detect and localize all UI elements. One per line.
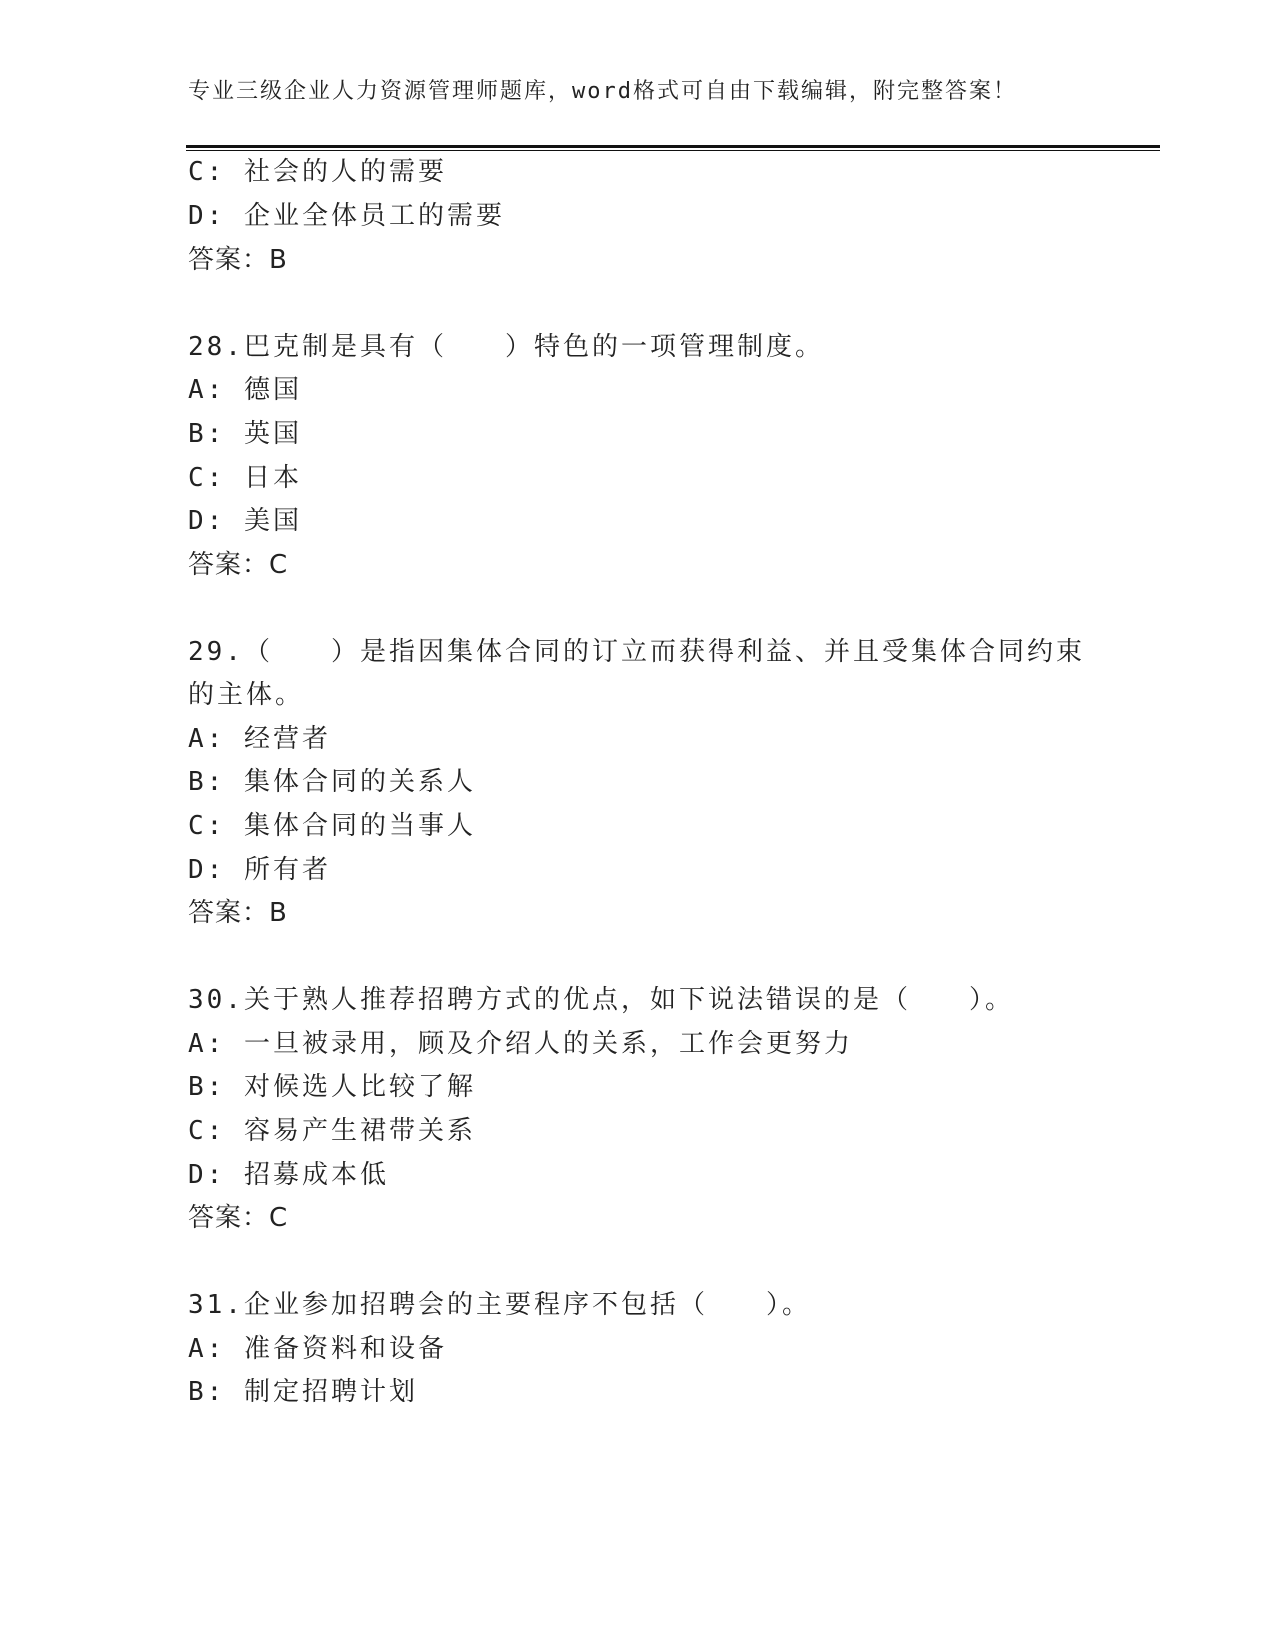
q29-option-b: B: 集体合同的关系人 (188, 767, 476, 797)
q28-answer: 答案：C (188, 550, 289, 580)
q28-option-d: D: 美国 (188, 506, 302, 536)
q29-answer: 答案：B (188, 898, 288, 928)
q29-stem-line2: 的主体。 (188, 680, 305, 710)
q30-answer: 答案：C (188, 1203, 289, 1233)
q31-stem: 31.企业参加招聘会的主要程序不包括（ ）。 (188, 1290, 811, 1320)
q30-option-b: B: 对候选人比较了解 (188, 1072, 476, 1102)
q28-option-a: A: 德国 (188, 375, 302, 405)
q29-option-d: D: 所有者 (188, 855, 331, 885)
q29-option-c: C: 集体合同的当事人 (188, 811, 476, 841)
q28-stem: 28.巴克制是具有（ ）特色的一项管理制度。 (188, 332, 824, 362)
q28-option-b: B: 英国 (188, 419, 302, 449)
q30-option-a: A: 一旦被录用，顾及介绍人的关系，工作会更努力 (188, 1029, 853, 1059)
q30-stem: 30.关于熟人推荐招聘方式的优点，如下说法错误的是（ ）。 (188, 985, 1014, 1015)
q29-option-a: A: 经营者 (188, 724, 331, 754)
page-header: 专业三级企业人力资源管理师题库，word格式可自由下载编辑，附完整答案！ (188, 79, 1017, 104)
header-divider (186, 145, 1160, 151)
q27-option-d: D: 企业全体员工的需要 (188, 201, 505, 231)
q27-option-c: C: 社会的人的需要 (188, 157, 447, 187)
q28-option-c: C: 日本 (188, 463, 302, 493)
q27-answer: 答案：B (188, 245, 288, 275)
q29-stem-line1: 29.（ ）是指因集体合同的订立而获得利益、并且受集体合同约束 (188, 637, 1085, 667)
q30-option-c: C: 容易产生裙带关系 (188, 1116, 476, 1146)
q31-option-b: B: 制定招聘计划 (188, 1377, 418, 1407)
q31-option-a: A: 准备资料和设备 (188, 1334, 447, 1364)
q30-option-d: D: 招募成本低 (188, 1160, 389, 1190)
